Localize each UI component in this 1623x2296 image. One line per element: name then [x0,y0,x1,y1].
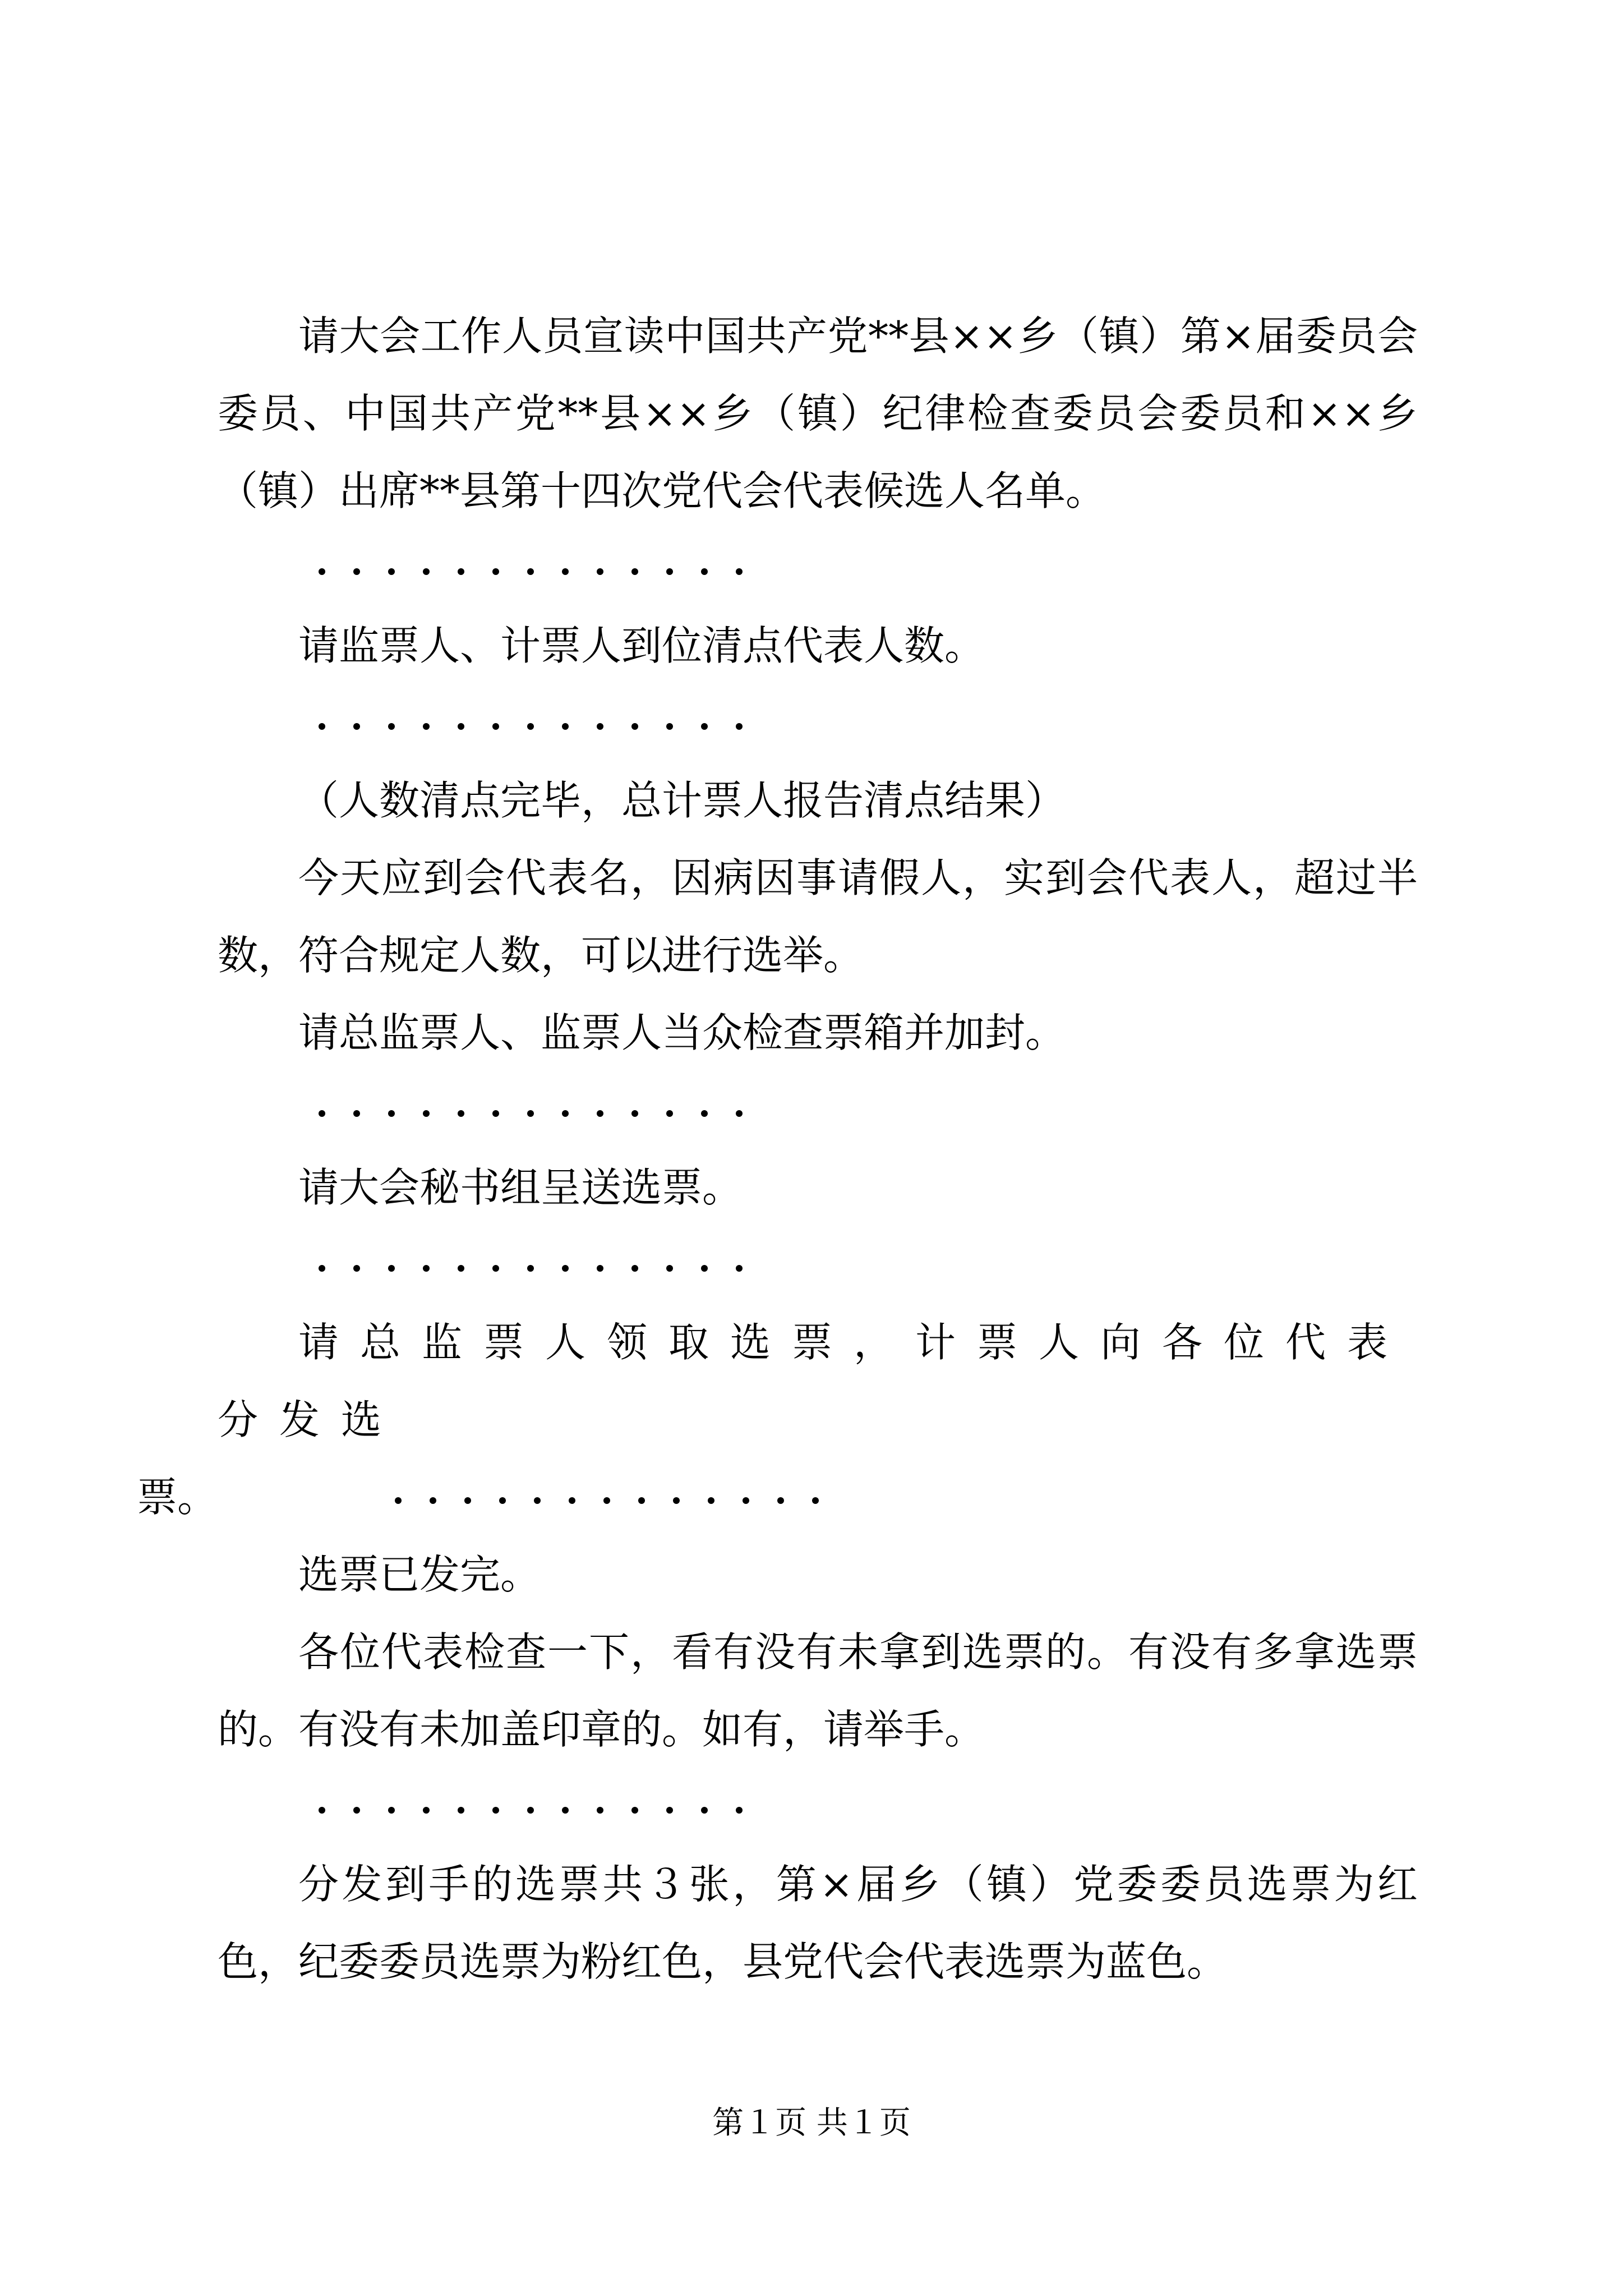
separator-dot [353,684,388,762]
separator-dot [423,1226,458,1304]
separator-dot [349,1458,384,1536]
separator-dot [423,1071,458,1149]
dot-separator [218,684,1418,762]
separator-dot [523,1458,557,1536]
inline-dot-separator [233,1458,766,1536]
separator-dot [731,1458,766,1536]
separator-dot [492,530,527,607]
separator-dot [453,1458,488,1536]
separator-dot [314,1458,349,1536]
separator-dot [666,530,701,607]
separator-dot [627,1458,662,1536]
separator-dot [631,530,666,607]
separator-dot [631,1071,666,1149]
separator-dot [562,530,597,607]
paragraph-ballots-distributed: 选票已发完。 [298,1551,541,1598]
separator-dot [562,1071,597,1149]
separator-dot [319,530,353,607]
separator-dot [597,1226,631,1304]
separator-dot [592,1458,627,1536]
page-footer: 第１页 共１页 [712,2105,911,2141]
separator-dot [423,684,458,762]
separator-dot [388,1226,423,1304]
separator-dot [458,530,492,607]
separator-dot [458,684,492,762]
separator-dot [701,530,736,607]
separator-dot [701,1768,736,1846]
separator-dot [597,530,631,607]
paragraph-distribute-ballots-line1: 请总监票人领取选票，计票人向各位代表分发选 [218,1319,1409,1443]
separator-dot [562,1768,597,1846]
separator-dot [353,1226,388,1304]
paragraph-check-ballots: 各位代表检查一下，看有没有未拿到选票的。有没有多拿选票的。有没有未加盖印章的。如有，请举手。 [218,1628,1418,1753]
separator-dot [423,1768,458,1846]
separator-dot [353,530,388,607]
separator-dot [458,1226,492,1304]
dot-separator [218,1071,1418,1149]
separator-dot [418,1458,453,1536]
separator-dot [353,1768,388,1846]
separator-dot [736,1768,771,1846]
separator-dot [527,1071,562,1149]
separator-dot [631,1768,666,1846]
paragraph-scrutineers-count: 请监票人、计票人到位清点代表人数。 [298,622,985,669]
separator-dot [423,530,458,607]
separator-dot [666,1768,701,1846]
paragraph-attendance-report: 今天应到会代表名，因病因事请假人，实到会代表人，超过半数，符合规定人数，可以进行选举。 [218,854,1418,979]
separator-dot [597,684,631,762]
separator-dot [388,530,423,607]
paragraph-ballot-box-check: 请总监票人、监票人当众检查票箱并加封。 [298,1009,1066,1056]
separator-dot [701,684,736,762]
separator-dot [319,1768,353,1846]
separator-dot [701,1226,736,1304]
separator-dot [492,684,527,762]
separator-dot [353,1071,388,1149]
separator-dot [736,530,771,607]
dot-separator [218,530,1418,607]
separator-dot [631,684,666,762]
separator-dot [388,1071,423,1149]
paragraph-count-complete: （人数清点完毕，总计票人报告清点结果） [298,777,1066,824]
separator-dot [666,1226,701,1304]
separator-dot [557,1458,592,1536]
separator-dot [597,1768,631,1846]
separator-dot [701,1071,736,1149]
separator-dot [736,1071,771,1149]
separator-dot [527,1226,562,1304]
paragraph-ballot-colors: 分发到手的选票共３张，第×届乡（镇）党委委员选票为红色，纪委委员选票为粉红色，县党代会代表选票为蓝色。 [218,1861,1418,1985]
separator-dot [319,1071,353,1149]
separator-dot [492,1071,527,1149]
separator-dot [527,1768,562,1846]
separator-dot [492,1768,527,1846]
separator-dot [562,684,597,762]
paragraph-deliver-ballots: 请大会秘书组呈送选票。 [298,1164,743,1211]
separator-dot [562,1226,597,1304]
separator-dot [736,684,771,762]
separator-dot [319,684,353,762]
paragraph-announce-candidates: 请大会工作人员宣读中国共产党**县××乡（镇）第×届委员会委员、中国共产党**县××乡（镇）纪律检查委员会委员和××乡（镇）出席**县第十四次党代会代表候选人名单。 [218,312,1418,514]
separator-dot [388,684,423,762]
separator-dot [458,1071,492,1149]
separator-dot [388,1768,423,1846]
separator-dot [488,1458,523,1536]
paragraph-distribute-ballots [137,1304,1418,1536]
separator-dot [597,1071,631,1149]
separator-dot [736,1226,771,1304]
separator-dot [697,1458,731,1536]
separator-dot [631,1226,666,1304]
separator-dot [527,684,562,762]
separator-dot [666,1071,701,1149]
paragraph-distribute-ballots-line2: 票。 [137,1474,218,1521]
dot-separator [218,1768,1418,1846]
separator-dot [492,1226,527,1304]
separator-dot [319,1226,353,1304]
separator-dot [458,1768,492,1846]
dot-separator [218,1226,1418,1304]
document-body [137,297,1418,2000]
separator-dot [662,1458,697,1536]
separator-dot [527,530,562,607]
separator-dot [384,1458,418,1536]
separator-dot [666,684,701,762]
